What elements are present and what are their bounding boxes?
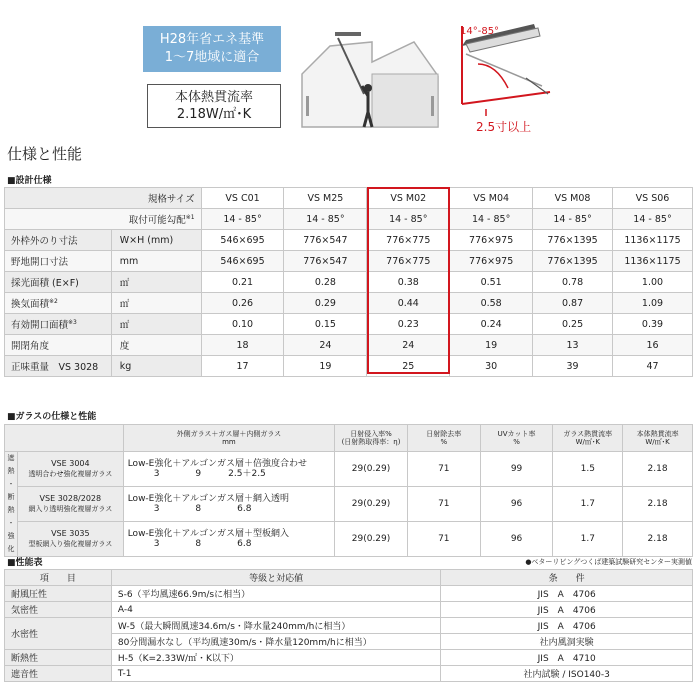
spec-cell: 14 - 85° (450, 209, 533, 230)
glass-body_u: 2.18 (623, 487, 693, 522)
spec-cell: 546×695 (201, 251, 284, 272)
glass-spec-table (4, 424, 693, 557)
glass-spec-title: ■ガラスの仕様と性能 (7, 412, 97, 422)
performance-table (4, 569, 693, 682)
perf-value: S-6（平均風速66.9m/sに相当） (111, 586, 441, 602)
spec-cell: 47 (613, 356, 693, 377)
spec-header-label: 規格サイズ (5, 188, 202, 209)
glass-composition (123, 452, 334, 487)
spec-cell: 0.39 (613, 314, 693, 335)
energy-badge-line1: H28年省エネ基準 (159, 32, 265, 47)
perf-value: W-5（最大瞬間風速34.6m/s・降水量240mm/hに相当） (111, 618, 441, 634)
perf-header-grade: 等級と対応値 (111, 570, 441, 586)
spec-cell: 776×975 (450, 251, 533, 272)
side-char: 熱 (7, 506, 15, 514)
section-title: 仕様と性能 (7, 145, 83, 163)
spec-row-label (5, 356, 112, 377)
spec-row-unit: mm (111, 251, 201, 272)
spec-row-label-text: 換気面積 (11, 299, 50, 310)
composition-line2: 3 8 6.8 (153, 539, 252, 549)
perf-value: H-5（K=2.33W/㎡・K以下） (111, 650, 441, 666)
perf-value: 80分間漏水なし（平均風速30m/s・降水量120mm/hに相当） (111, 634, 441, 650)
glass-desc: 網入り透明強化複層ガラス (28, 505, 113, 513)
side-char: 熱 (7, 467, 15, 475)
spec-cell: 776×547 (284, 251, 367, 272)
spec-row (5, 335, 693, 356)
spec-cell: 18 (201, 335, 284, 356)
glass-code: VSE 3035 (51, 529, 90, 538)
glass-glass_u: 1.7 (553, 522, 623, 557)
spec-row-label-text: 取付可能勾配 (128, 215, 186, 226)
composition-line2: 3 9 2.5＋2.5 (153, 469, 266, 479)
spec-cell: 14 - 85° (201, 209, 284, 230)
spec-cell: 776×775 (367, 230, 450, 251)
glass-composition (123, 487, 334, 522)
spec-cell: 776×975 (450, 230, 533, 251)
spec-model-3: VS M04 (450, 188, 533, 209)
composition-line1: Low-E強化＋アルゴンガス層＋網入透明 (127, 494, 290, 504)
spec-row (5, 272, 693, 293)
spec-row-note: ※3 (68, 318, 77, 326)
spec-cell: 24 (284, 335, 367, 356)
spec-cell: 17 (201, 356, 284, 377)
spec-row (5, 251, 693, 272)
spec-cell: 0.78 (533, 272, 613, 293)
heat-badge-line2: 2.18W/㎡･K (176, 107, 252, 122)
spec-model-0: VS C01 (201, 188, 284, 209)
spec-cell: 30 (450, 356, 533, 377)
design-spec-table (4, 187, 693, 377)
spec-row-label (5, 335, 112, 356)
glass-solar: 29(0.29) (335, 522, 408, 557)
spec-cell: 776×1395 (533, 230, 613, 251)
glass-code: VSE 3028/2028 (39, 494, 102, 503)
composition-line1: Low-E強化＋アルゴンガス層＋型板網入 (127, 529, 290, 539)
spec-row-unit: kg (111, 356, 201, 377)
spec-row-label (5, 230, 112, 251)
side-char: 断 (7, 493, 15, 501)
perf-condition: JIS A 4706 (441, 586, 693, 602)
glass-header-uv: UVカット率 % (480, 425, 553, 452)
glass-removal: 71 (407, 487, 480, 522)
spec-cell: 13 (533, 335, 613, 356)
glass-row (5, 487, 693, 522)
spec-model-1: VS M25 (284, 188, 367, 209)
spec-row-label-text: 有効開口面積 (11, 320, 69, 331)
spec-cell: 14 - 85° (533, 209, 613, 230)
glass-header-body-u: 本体熱貫流率 W/㎡･K (623, 425, 693, 452)
spec-row (5, 314, 693, 335)
highlight-frame-vs-m02 (367, 187, 450, 374)
glass-glass_u: 1.7 (553, 487, 623, 522)
glass-removal: 71 (407, 452, 480, 487)
side-char: ・ (7, 480, 15, 488)
spec-row (5, 356, 693, 377)
perf-row (5, 586, 693, 602)
spec-cell: 14 - 85° (367, 209, 450, 230)
perf-row (5, 602, 693, 618)
glass-composition (123, 522, 334, 557)
spec-row-unit: 度 (111, 335, 201, 356)
glass-uv: 96 (480, 487, 553, 522)
spec-row-label (5, 293, 112, 314)
spec-row-label-text: 外枠外のり寸法 (11, 236, 78, 247)
glass-header-solar: 日射侵入率% (日射熱取得率：η) (335, 425, 408, 452)
spec-row (5, 293, 693, 314)
performance-title: ■性能表 (7, 558, 43, 568)
glass-glass_u: 1.5 (553, 452, 623, 487)
spec-cell: 39 (533, 356, 613, 377)
spec-cell: 1136×1175 (613, 251, 693, 272)
glass-body_u: 2.18 (623, 522, 693, 557)
glass-header-removal: 日射除去率 % (407, 425, 480, 452)
angle-label: 14°-85° (460, 26, 500, 37)
spec-cell: 546×695 (201, 230, 284, 251)
spec-row-label (5, 209, 202, 230)
spec-cell: 19 (450, 335, 533, 356)
spec-row (5, 209, 693, 230)
spec-cell: 0.23 (367, 314, 450, 335)
perf-row (5, 618, 693, 634)
spec-cell: 0.87 (533, 293, 613, 314)
glass-solar: 29(0.29) (335, 487, 408, 522)
spec-cell: 0.58 (450, 293, 533, 314)
perf-header-item: 項 目 (5, 570, 112, 586)
spec-cell: 19 (284, 356, 367, 377)
glass-header-composition: 外側ガラス＋ガス層＋内側ガラス mm (123, 425, 334, 452)
perf-item: 遮音性 (5, 666, 112, 682)
spec-cell: 0.26 (201, 293, 284, 314)
spec-cell: 0.28 (284, 272, 367, 293)
perf-header-condition: 条 件 (441, 570, 693, 586)
glass-desc: 型板網入り強化複層ガラス (28, 540, 113, 548)
energy-badge-line2: 1～7地域に適合 (164, 50, 260, 65)
perf-condition: 社内試験 / ISO140-3 (441, 666, 693, 682)
side-char: 化 (7, 545, 15, 553)
glass-uv: 99 (480, 452, 553, 487)
spec-cell: 0.24 (450, 314, 533, 335)
spec-row-note: ※2 (49, 297, 58, 305)
spec-row-unit: W×H (mm) (111, 230, 201, 251)
spec-cell: 14 - 85° (284, 209, 367, 230)
spec-cell: 24 (367, 335, 450, 356)
perf-condition: JIS A 4710 (441, 650, 693, 666)
perf-value: A-4 (111, 602, 441, 618)
glass-uv: 96 (480, 522, 553, 557)
spec-cell: 1.00 (613, 272, 693, 293)
spec-row-label-text: 正味重量 VS 3028 (11, 362, 99, 373)
skylight-shape (335, 32, 361, 36)
spec-cell: 1.09 (613, 293, 693, 314)
spec-row-unit: ㎡ (111, 272, 201, 293)
spec-model-2: VS M02 (367, 188, 450, 209)
glass-body_u: 2.18 (623, 452, 693, 487)
glass-desc: 透明合わせ強化複層ガラス (28, 470, 113, 478)
spec-row-label-text: 開閉角度 (11, 341, 50, 352)
glass-header-glass-u: ガラス熱貫流率 W/㎡･K (553, 425, 623, 452)
glass-type-name (17, 452, 123, 487)
heat-badge-line1: 本体熱貫流率 (174, 90, 253, 105)
composition-line1: Low-E強化＋アルゴンガス層＋倍強度合わせ (127, 459, 308, 469)
spec-row-note: ※1 (185, 213, 195, 221)
glass-side-label (5, 452, 18, 557)
perf-value: T-1 (111, 666, 441, 682)
glass-row (5, 452, 693, 487)
spec-row (5, 230, 693, 251)
spec-row-label-text: 採光面積 (E×F) (11, 278, 79, 289)
spec-header-row (5, 188, 693, 209)
spec-cell: 1136×1175 (613, 230, 693, 251)
spec-cell: 16 (613, 335, 693, 356)
spec-cell: 0.21 (201, 272, 284, 293)
composition-line2: 3 8 6.8 (153, 504, 252, 514)
side-char: 強 (7, 532, 15, 540)
glass-code: VSE 3004 (51, 459, 90, 468)
perf-row (5, 650, 693, 666)
spec-row-label-text: 野地開口寸法 (11, 257, 69, 268)
spec-row-unit: ㎡ (111, 314, 201, 335)
house-illustration (298, 24, 446, 132)
perf-row (5, 666, 693, 682)
perf-condition: 社内風洞実験 (441, 634, 693, 650)
spec-cell: 0.51 (450, 272, 533, 293)
design-spec-title: ■設計仕様 (7, 176, 52, 186)
spec-row-label (5, 314, 112, 335)
spec-cell: 776×1395 (533, 251, 613, 272)
spec-row-unit: ㎡ (111, 293, 201, 314)
spec-row-label (5, 272, 112, 293)
spec-cell: 25 (367, 356, 450, 377)
glass-solar: 29(0.29) (335, 452, 408, 487)
spec-cell: 0.10 (201, 314, 284, 335)
heat-transmittance-badge (147, 84, 281, 128)
spec-cell: 0.29 (284, 293, 367, 314)
spec-cell: 776×547 (284, 230, 367, 251)
side-char: 遮 (7, 454, 15, 462)
perf-condition: JIS A 4706 (441, 618, 693, 634)
perf-item: 耐風圧性 (5, 586, 112, 602)
spec-cell: 0.15 (284, 314, 367, 335)
perf-item: 断熱性 (5, 650, 112, 666)
spec-cell: 0.38 (367, 272, 450, 293)
spec-cell: 14 - 85° (613, 209, 693, 230)
perf-item: 水密性 (5, 618, 112, 650)
side-char: ・ (7, 519, 15, 527)
spec-cell: 0.25 (533, 314, 613, 335)
spec-model-5: VS S06 (613, 188, 693, 209)
performance-note: ●ベターリビングつくば建築試験研究センター実測値 (525, 558, 692, 566)
pitch-label: 2.5寸以上 (476, 120, 532, 134)
spec-model-4: VS M08 (533, 188, 613, 209)
spec-cell: 776×775 (367, 251, 450, 272)
perf-condition: JIS A 4706 (441, 602, 693, 618)
spec-row-label (5, 251, 112, 272)
spec-cell: 0.44 (367, 293, 450, 314)
energy-standard-badge (143, 26, 281, 72)
glass-type-name (17, 522, 123, 557)
glass-row (5, 522, 693, 557)
glass-removal: 71 (407, 522, 480, 557)
perf-item: 気密性 (5, 602, 112, 618)
glass-type-name (17, 487, 123, 522)
